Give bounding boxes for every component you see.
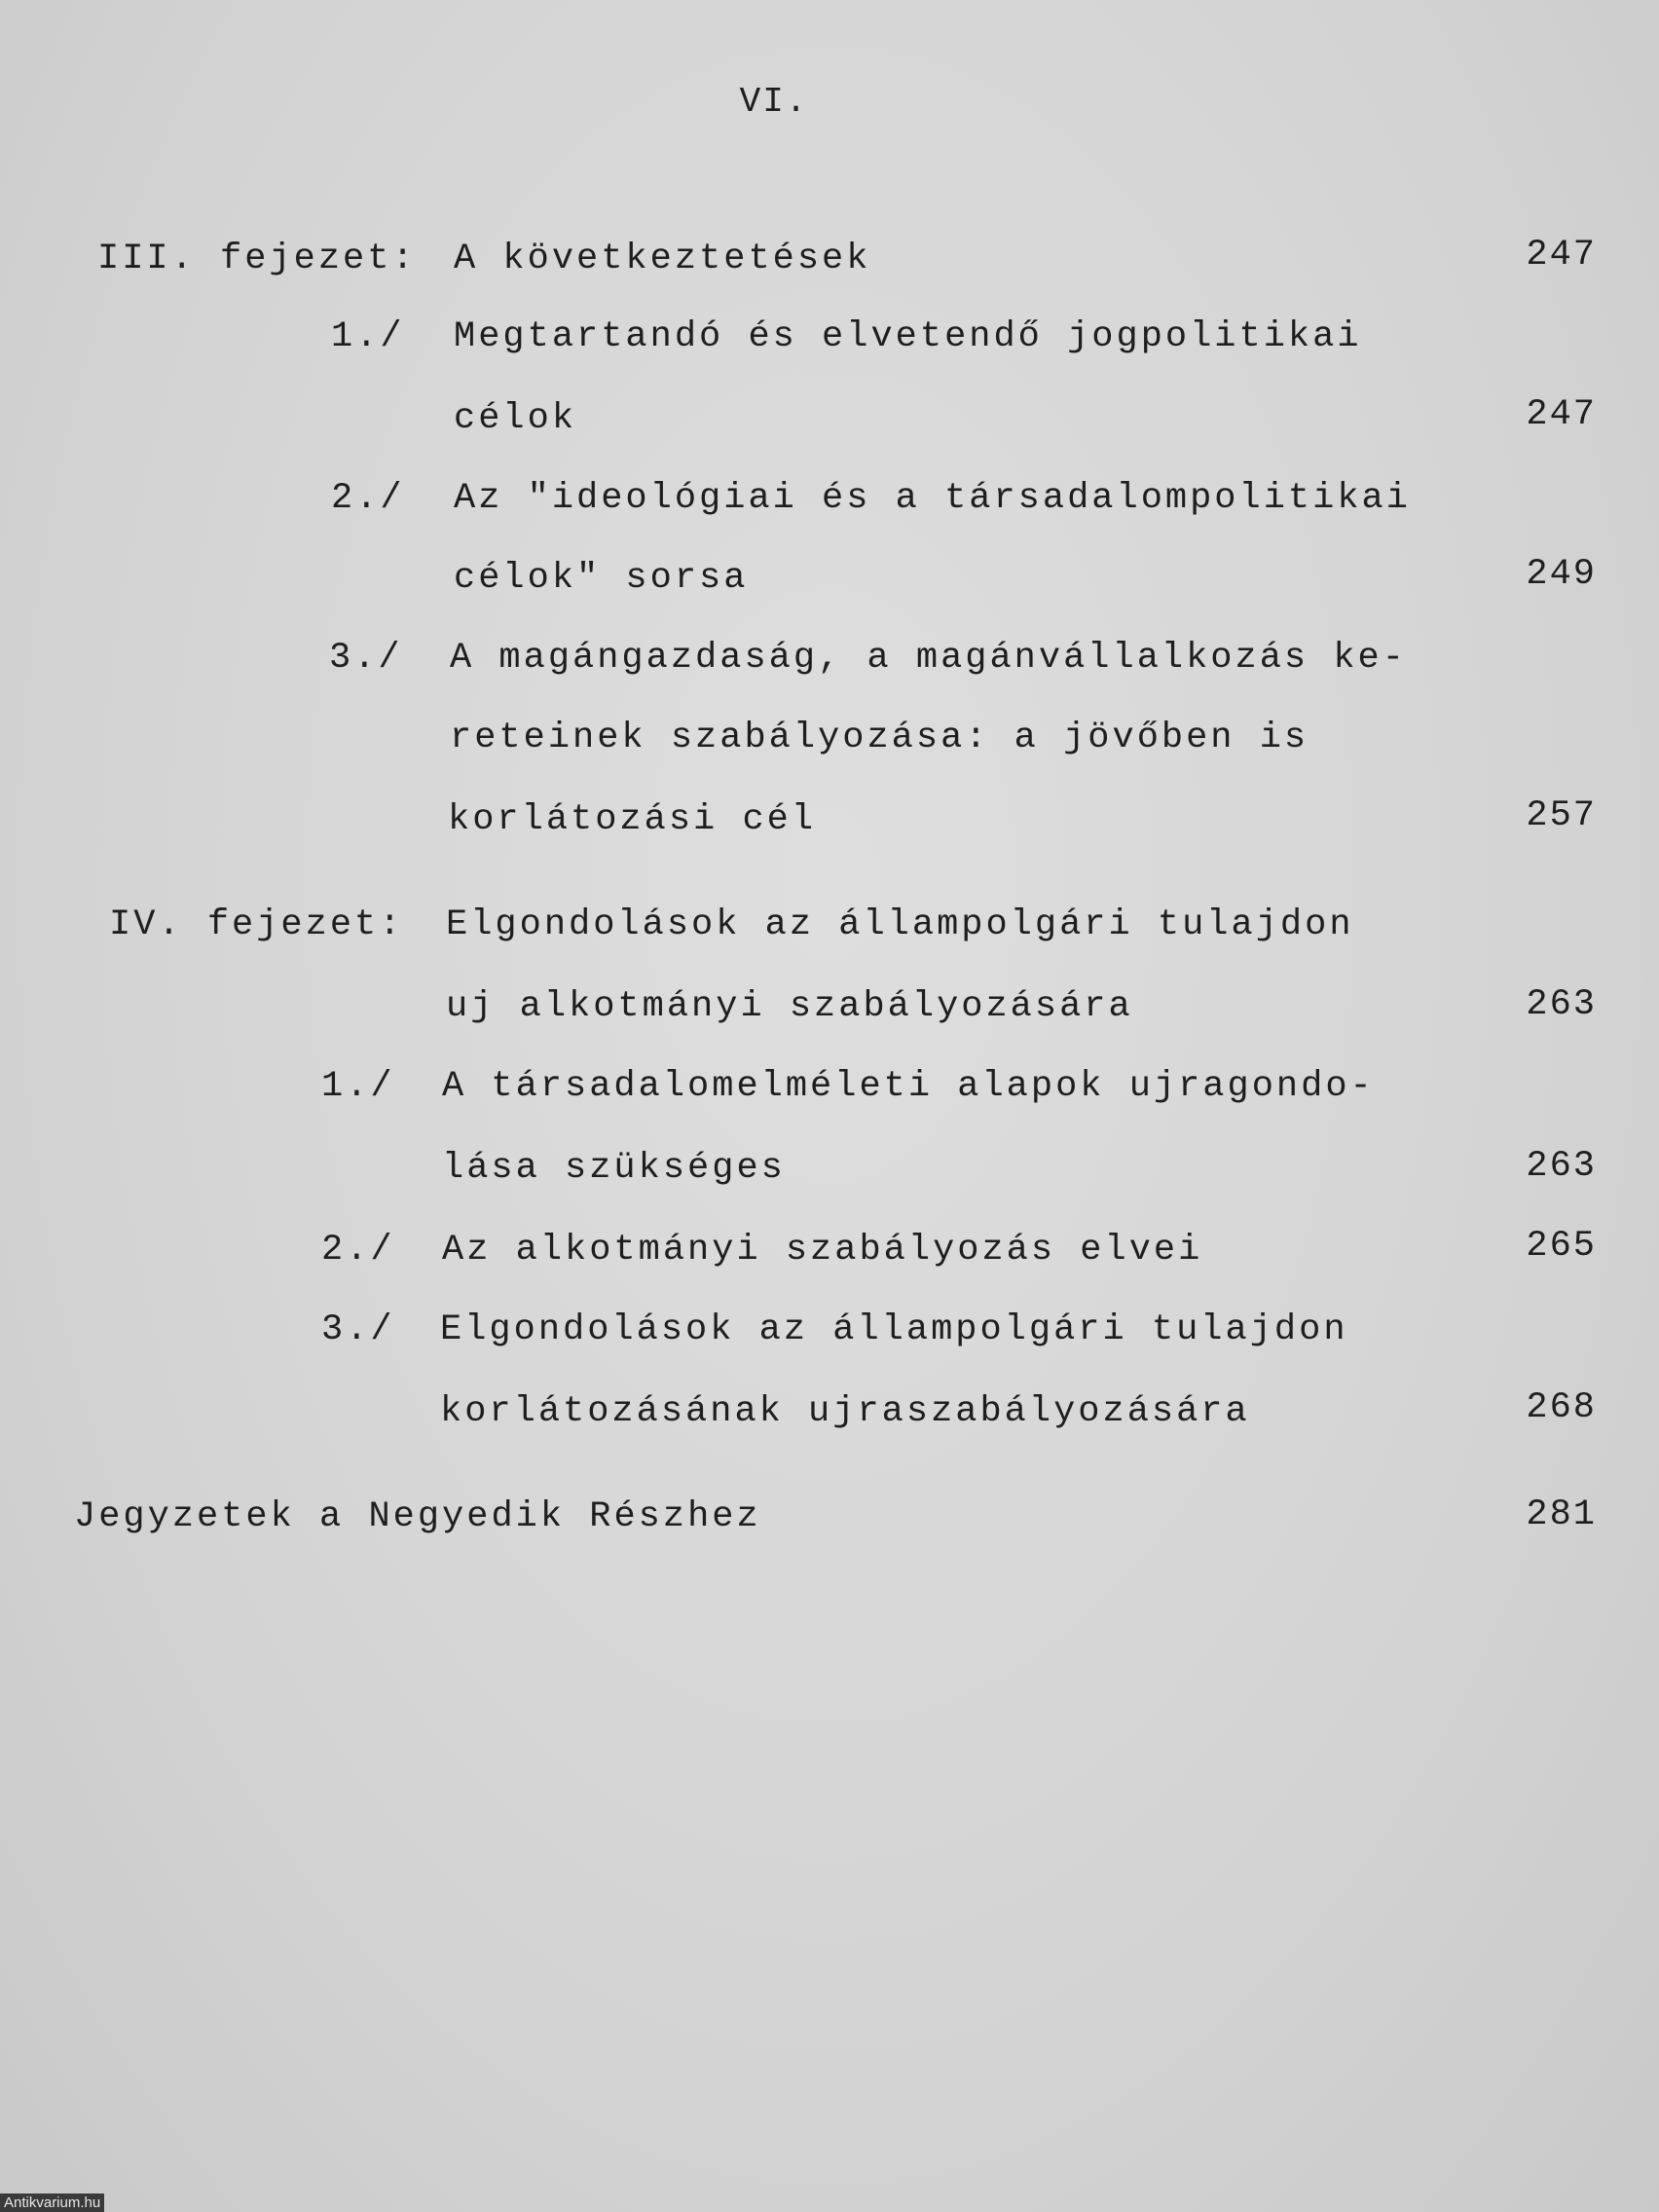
- section-number: 3./: [329, 638, 403, 679]
- section-title: Elgondolások az állampolgári tulajdon: [440, 1309, 1348, 1350]
- toc-page-number: 249: [1526, 554, 1597, 595]
- section-number: 2./: [321, 1230, 395, 1271]
- section-title-continued: korlátozási cél: [448, 799, 817, 840]
- chapter-title: Elgondolások az állampolgári tulajdon: [446, 904, 1354, 945]
- section-title-continued: célok" sorsa: [454, 558, 749, 599]
- toc-page-number: 268: [1526, 1387, 1597, 1428]
- source-watermark: Antikvarium.hu: [0, 2194, 104, 2212]
- section-number: 1./: [321, 1066, 395, 1107]
- page-number-roman: VI.: [739, 82, 809, 122]
- chapter-title-continued: uj alkotmányi szabályozására: [446, 986, 1133, 1027]
- chapter-title: A következtetések: [454, 239, 871, 279]
- section-number: 1./: [331, 316, 405, 357]
- toc-page-number: 257: [1526, 795, 1597, 836]
- section-number: 3./: [321, 1309, 395, 1350]
- toc-page-number: 263: [1526, 1146, 1597, 1187]
- section-title-continued: lása szükséges: [442, 1148, 786, 1189]
- chapter-label: IV. fejezet:: [109, 904, 404, 945]
- section-title-continued: reteinek szabályozása: a jövőben is: [450, 718, 1309, 758]
- section-title: Az alkotmányi szabályozás elvei: [442, 1230, 1203, 1271]
- toc-page-number: 265: [1526, 1226, 1597, 1267]
- section-title-continued: célok: [454, 398, 577, 439]
- toc-page-number: 281: [1526, 1494, 1597, 1535]
- section-title: Megtartandó és elvetendő jogpolitikai: [454, 316, 1362, 357]
- section-title: Az "ideológiai és a társadalompolitikai: [454, 478, 1411, 519]
- toc-page-number: 263: [1526, 984, 1597, 1025]
- toc-page-number: 247: [1526, 394, 1597, 435]
- chapter-label: III. fejezet:: [97, 239, 417, 279]
- notes-entry: Jegyzetek a Negyedik Részhez: [74, 1496, 761, 1537]
- section-title-continued: korlátozásának ujraszabályozására: [440, 1391, 1250, 1432]
- section-title: A magángazdaság, a magánvállalkozás ke-: [450, 638, 1407, 679]
- section-title: A társadalomelméleti alapok ujragondo-: [442, 1066, 1375, 1107]
- section-number: 2./: [331, 478, 405, 519]
- toc-page-number: 247: [1526, 235, 1597, 276]
